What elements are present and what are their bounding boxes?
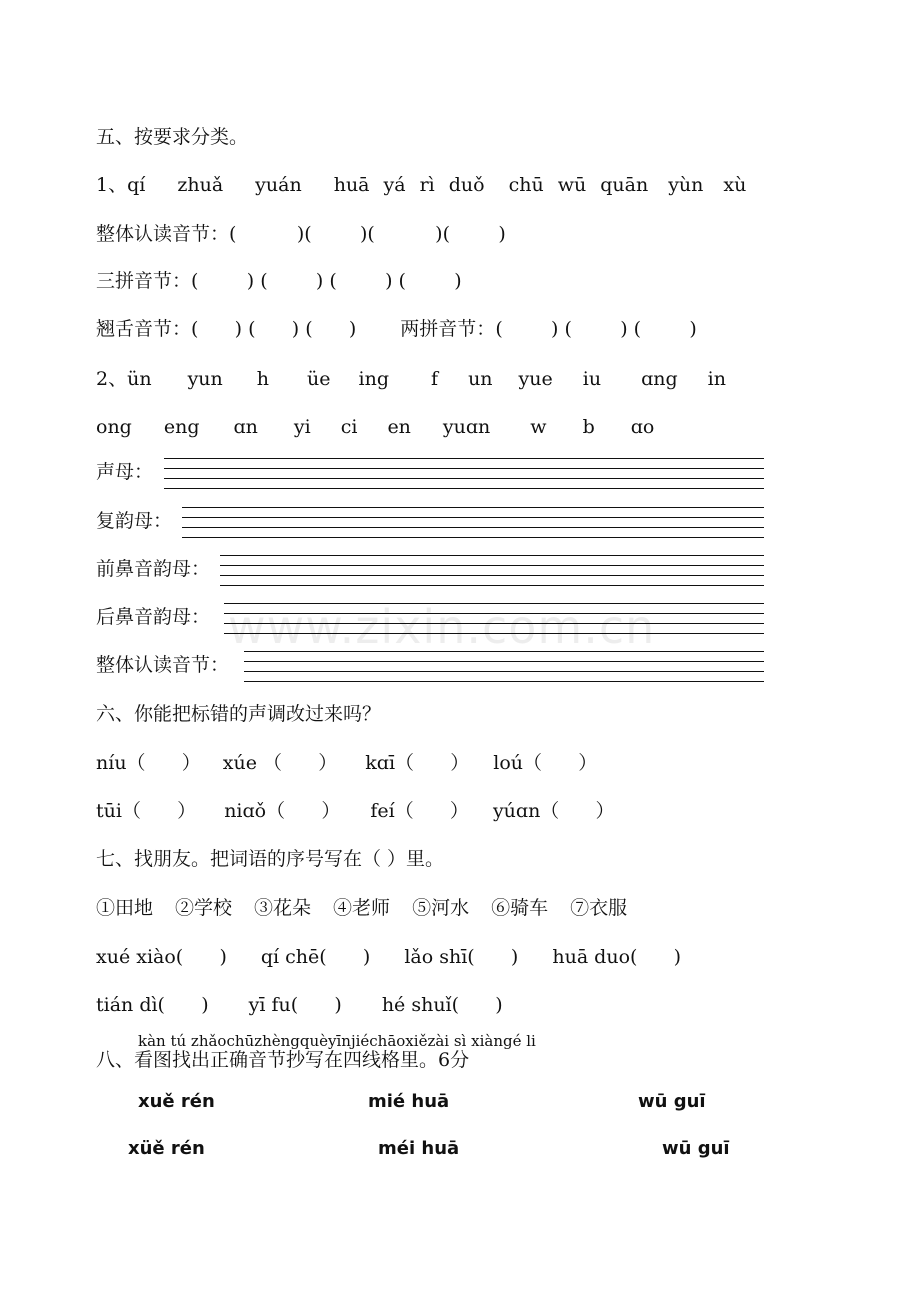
sanpin-row bbox=[96, 269, 462, 293]
qiaoshe-row bbox=[96, 317, 697, 341]
category-shengmu bbox=[96, 456, 764, 490]
syllable: zhuǎ bbox=[177, 174, 224, 196]
word-option: ③花朵 bbox=[254, 897, 312, 919]
q2-item: f bbox=[431, 368, 439, 390]
section6-title: 六、你能把标错的声调改过来吗？ bbox=[96, 703, 382, 725]
section5-title: 五、按要求分类。 bbox=[96, 126, 249, 148]
zhengti-blanks[interactable]: ( )( )( )( ) bbox=[229, 223, 506, 245]
syllable: duǒ bbox=[448, 174, 485, 196]
category-label: 复韵母： bbox=[96, 510, 173, 532]
four-line-grid[interactable] bbox=[220, 553, 764, 585]
word-option: ④老师 bbox=[333, 897, 391, 919]
tone-item[interactable]: kɑī（ ） bbox=[365, 752, 470, 774]
sanpin-label: 三拼音节： bbox=[96, 270, 192, 292]
category-fuyunmu bbox=[96, 505, 764, 539]
q2-row2 bbox=[96, 415, 654, 439]
q1-label: 1、 bbox=[96, 174, 128, 196]
word-option: ⑥骑车 bbox=[491, 897, 549, 919]
qiaoshe-label: 翘舌音节： bbox=[96, 318, 192, 340]
section8-pinyin-annotation: kàn tú zhǎochūzhèngquèyīnjiéchāoxiězài sì xiàngé li bbox=[138, 1032, 536, 1050]
qiaoshe-blanks[interactable]: ( ) ( ) ( ) bbox=[191, 318, 357, 340]
watermark: www.zixin.com.cn bbox=[228, 600, 656, 654]
syllable: xù bbox=[723, 174, 747, 196]
four-line-grid[interactable] bbox=[182, 505, 764, 537]
pinyin-option[interactable]: xüě rén bbox=[128, 1138, 205, 1159]
match-item[interactable]: tián dì( ) bbox=[96, 994, 209, 1016]
tone-item[interactable]: tūi（ ） bbox=[96, 800, 197, 822]
zhengti-row bbox=[96, 222, 506, 246]
section7-words bbox=[96, 896, 627, 920]
match-item[interactable]: lǎo shī( ) bbox=[404, 946, 519, 968]
sanpin-blanks[interactable]: ( ) ( ) ( ) ( ) bbox=[191, 270, 462, 292]
word-option: ①田地 bbox=[96, 897, 154, 919]
syllable: rì bbox=[419, 174, 435, 196]
q2-item: ong bbox=[96, 416, 132, 438]
category-qianbiyin bbox=[96, 553, 764, 587]
section6-row1 bbox=[96, 751, 597, 775]
category-zhengti bbox=[96, 649, 764, 683]
section8-title: 八、看图找出正确音节抄写在四线格里。6分 bbox=[96, 1049, 470, 1071]
word-option: ⑤河水 bbox=[412, 897, 470, 919]
q2-item: yue bbox=[518, 368, 553, 390]
q2-item: un bbox=[468, 368, 493, 390]
category-label: 前鼻音韵母： bbox=[96, 558, 211, 580]
q1-syllable-row bbox=[96, 173, 746, 197]
q2-item: iu bbox=[582, 368, 602, 390]
syllable: yá bbox=[383, 174, 406, 196]
q2-item: in bbox=[707, 368, 726, 390]
syllable: chū bbox=[508, 174, 544, 196]
q2-item: ün bbox=[127, 368, 152, 390]
q2-item: ɑng bbox=[641, 368, 678, 390]
section7-row1 bbox=[96, 945, 681, 969]
q2-item: yi bbox=[293, 416, 311, 438]
pinyin-option[interactable]: wū guī bbox=[638, 1091, 706, 1112]
match-item[interactable]: qí chē( ) bbox=[260, 946, 371, 968]
liangpin-label: 两拼音节： bbox=[400, 318, 496, 340]
tone-item[interactable]: níu（ ） bbox=[96, 752, 201, 774]
q2-item: yun bbox=[187, 368, 223, 390]
q2-item: ci bbox=[340, 416, 358, 438]
four-line-grid[interactable] bbox=[164, 456, 764, 488]
section7-row2 bbox=[96, 993, 503, 1017]
syllable: huā bbox=[333, 174, 370, 196]
q2-item: yuɑn bbox=[442, 416, 491, 438]
q2-item: w bbox=[530, 416, 547, 438]
word-option: ⑦衣服 bbox=[570, 897, 628, 919]
q2-item: eng bbox=[163, 416, 200, 438]
pinyin-option[interactable]: xuě rén bbox=[138, 1091, 215, 1112]
q2-item: b bbox=[582, 416, 595, 438]
syllable: yùn bbox=[668, 174, 704, 196]
zhengti-label: 整体认读音节： bbox=[96, 223, 230, 245]
q2-item: üe bbox=[307, 368, 331, 390]
q2-item: ing bbox=[358, 368, 390, 390]
syllable: yuán bbox=[255, 174, 302, 196]
syllable: wū bbox=[557, 174, 587, 196]
pinyin-option[interactable]: wū guī bbox=[662, 1138, 730, 1159]
tone-item[interactable]: xúe （ ） bbox=[222, 752, 338, 774]
liangpin-blanks[interactable]: ( ) ( ) ( ) bbox=[495, 318, 697, 340]
category-label: 后鼻音韵母： bbox=[96, 606, 211, 628]
category-label: 声母： bbox=[96, 461, 154, 483]
tone-item[interactable]: niɑǒ（ ） bbox=[224, 800, 341, 822]
word-option: ②学校 bbox=[175, 897, 233, 919]
match-item[interactable]: yī fu( ) bbox=[248, 994, 342, 1016]
tone-item[interactable]: feí（ ） bbox=[370, 800, 469, 822]
pinyin-option[interactable]: mié huā bbox=[368, 1091, 450, 1112]
section7-title: 七、找朋友。把词语的序号写在（ ）里。 bbox=[96, 848, 445, 870]
q2-item: ɑn bbox=[233, 416, 258, 438]
section6-row2 bbox=[96, 799, 615, 823]
tone-item[interactable]: yúɑn（ ） bbox=[492, 800, 615, 822]
pinyin-option[interactable]: méi huā bbox=[378, 1138, 460, 1159]
q2-item: ɑo bbox=[630, 416, 655, 438]
q2-item: h bbox=[256, 368, 270, 390]
match-item[interactable]: xué xiào( ) bbox=[96, 946, 227, 968]
match-item[interactable]: hé shuǐ( ) bbox=[381, 994, 503, 1016]
category-label: 整体认读音节： bbox=[96, 654, 230, 676]
q2-label: 2、 bbox=[96, 368, 128, 390]
syllable: quān bbox=[600, 174, 649, 196]
q2-item: en bbox=[387, 416, 411, 438]
q2-row1 bbox=[96, 367, 726, 391]
tone-item[interactable]: loú（ ） bbox=[493, 752, 598, 774]
match-item[interactable]: huā duo( ) bbox=[552, 946, 682, 968]
syllable: qí bbox=[127, 174, 146, 196]
